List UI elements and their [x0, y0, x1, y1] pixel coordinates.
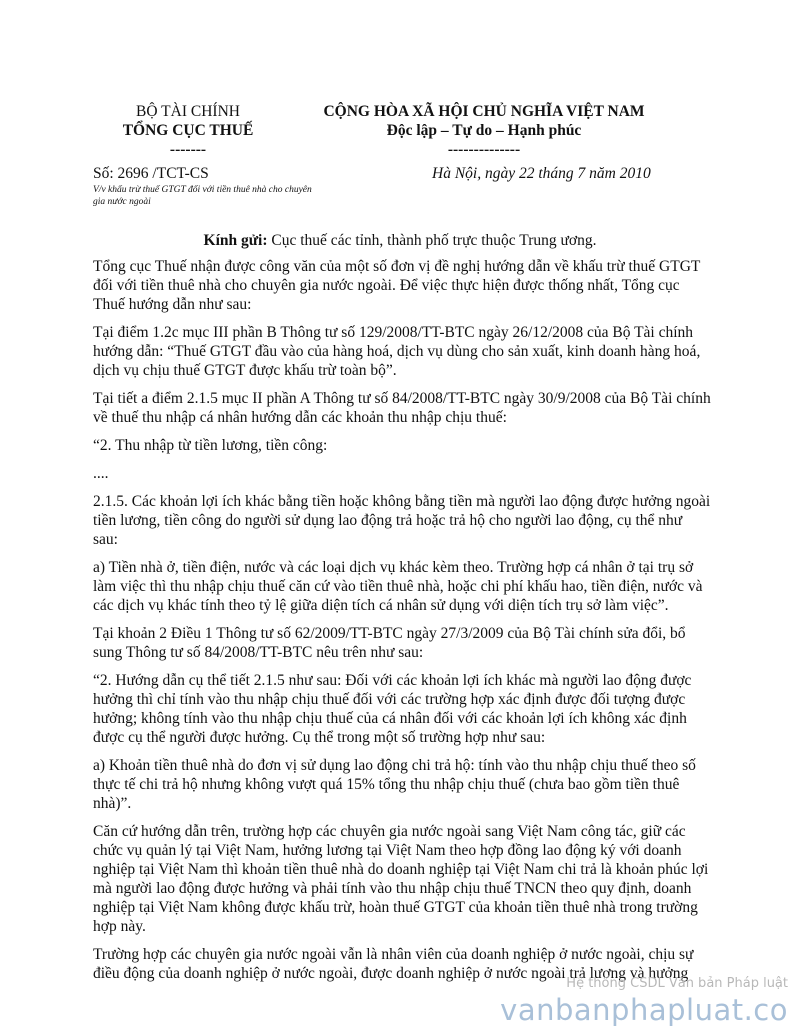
recipient-text: Cục thuế các tỉnh, thành phố trực thuộc Trung ương.	[267, 232, 597, 249]
body-paragraph: a) Tiền nhà ở, tiền điện, nước và các loại dịch vụ khác kèm theo. Trường hợp cá nhân ở tại trụ sở làm việc thì thu nhập chịu thuế căn cứ vào tiền thuê nhà, hoặc chi phí khấu hao, tiền điện, nước và các dịch vụ khác tính theo tỷ lệ giữa diện tích cá nhân sử dụng với diện tích trụ sở làm việc”.	[93, 559, 703, 614]
body-paragraph: Tại điểm 1.2c mục III phần B Thông tư số 129/2008/TT-BTC ngày 26/12/2008 của Bộ Tài chính hướng dẫn: “Thuế GTGT đầu vào của hàng hoá, dịch vụ dùng cho sản xuất, kinh doanh hàng hoá, dịch vụ chịu thuế GTGT được khấu trừ toàn bộ”.	[93, 324, 701, 379]
body-paragraph: ....	[93, 465, 109, 482]
national-title-block	[288, 102, 680, 159]
site-watermark	[500, 975, 788, 1027]
body-paragraph: Tại khoản 2 Điều 1 Thông tư số 62/2009/TT-BTC ngày 27/3/2009 của Bộ Tài chính sửa đổi, bổ sung Thông tư số 84/2008/TT-BTC nêu trên như sau:	[93, 625, 686, 661]
body-paragraph: Tổng cục Thuế nhận được công văn của một số đơn vị đề nghị hướng dẫn về khấu trừ thuế GTGT đối với tiền thuê nhà cho chuyên gia nước ngoài. Để việc thực hiện được thống nhất, Tổng cục Thuế hướng dẫn như sau:	[93, 258, 701, 313]
national-motto: Độc lập – Tự do – Hạnh phúc	[386, 122, 582, 139]
body-paragraph: “2. Hướng dẫn cụ thể tiết 2.1.5 như sau: Đối với các khoản lợi ích khác mà người lao động được hưởng thì chỉ tính vào thu nhập chịu thuế đối với các trường hợp xác định được đối tượng được hưởng; không tính vào thu nhập chịu thuế của cá nhân đối với các khoản lợi ích không xác định được cụ thể người được hưởng. Cụ thể trong một số trường hợp như sau:	[93, 672, 692, 746]
body-paragraph: Trường hợp các chuyên gia nước ngoài vẫn là nhân viên của doanh nghiệp ở nước ngoài, chịu sự điều động của doanh nghiệp ở nước ngoài, được doanh nghiệp ở nước ngoài trả lương và hưởng	[93, 946, 694, 982]
document-body	[93, 257, 711, 992]
watermark-caption: Hệ thống CSDL Văn bản Pháp luật	[566, 976, 788, 991]
recipient-label: Kính gửi:	[203, 232, 268, 249]
document-number: Số: 2696 /TCT-CS	[93, 165, 209, 182]
body-paragraph: a) Khoản tiền thuê nhà do đơn vị sử dụng lao động chi trả hộ: tính vào thu nhập chịu thuế theo số thực tế chi trả hộ nhưng không vượt quá 15% tổng thu nhập chịu thuế (chưa bao gồm tiền thuê nhà)”.	[93, 757, 696, 812]
body-paragraph: “2. Thu nhập từ tiền lương, tiền công:	[93, 437, 328, 454]
body-paragraph: Tại tiết a điểm 2.1.5 mục II phần A Thông tư số 84/2008/TT-BTC ngày 30/9/2008 của Bộ Tài chính về thuế thu nhập cá nhân hướng dẫn các khoản thu nhập chịu thuế:	[93, 390, 711, 426]
department-name: TỔNG CỤC THUẾ	[122, 122, 254, 139]
ministry-name: BỘ TÀI CHÍNH	[136, 103, 240, 120]
issuer-block	[88, 102, 288, 159]
body-paragraph: Căn cứ hướng dẫn trên, trường hợp các chuyên gia nước ngoài sang Việt Nam công tác, giữ các chức vụ quản lý tại Việt Nam, hưởng lương tại Việt Nam theo hợp đồng lao động ký với doanh nghiệp tại Việt Nam thì khoản tiền thuê nhà do doanh nghiệp tại Việt Nam chi trả là khoản phúc lợi mà người lao động được hưởng và phải tính vào thu nhập chịu thuế TNCN theo quy định, doanh nghiệp tại Việt Nam không được khấu trừ, hoàn thuế GTGT của khoản tiền thuê nhà trong trường hợp này.	[93, 823, 709, 935]
document-subject: V/v khấu trừ thuế GTGT đối với tiền thuê nhà cho chuyên gia nước ngoài	[93, 185, 312, 207]
document-dateline: Hà Nội, ngày 22 tháng 7 năm 2010	[432, 165, 651, 182]
recipient-line	[0, 232, 800, 250]
motto-divider: --------------	[447, 141, 521, 158]
body-paragraph: 2.1.5. Các khoản lợi ích khác bằng tiền hoặc không bằng tiền mà người lao động được hưởng ngoài tiền lương, tiền công do người sử dụng lao động trả hoặc trả hộ cho người lao động, cụ thể như sau:	[93, 493, 711, 548]
watermark-domain: vanbanphapluat.co	[500, 993, 788, 1027]
national-title: CỘNG HÒA XÃ HỘI CHỦ NGHĨA VIỆT NAM	[323, 103, 645, 120]
issuer-divider: -------	[169, 141, 207, 158]
